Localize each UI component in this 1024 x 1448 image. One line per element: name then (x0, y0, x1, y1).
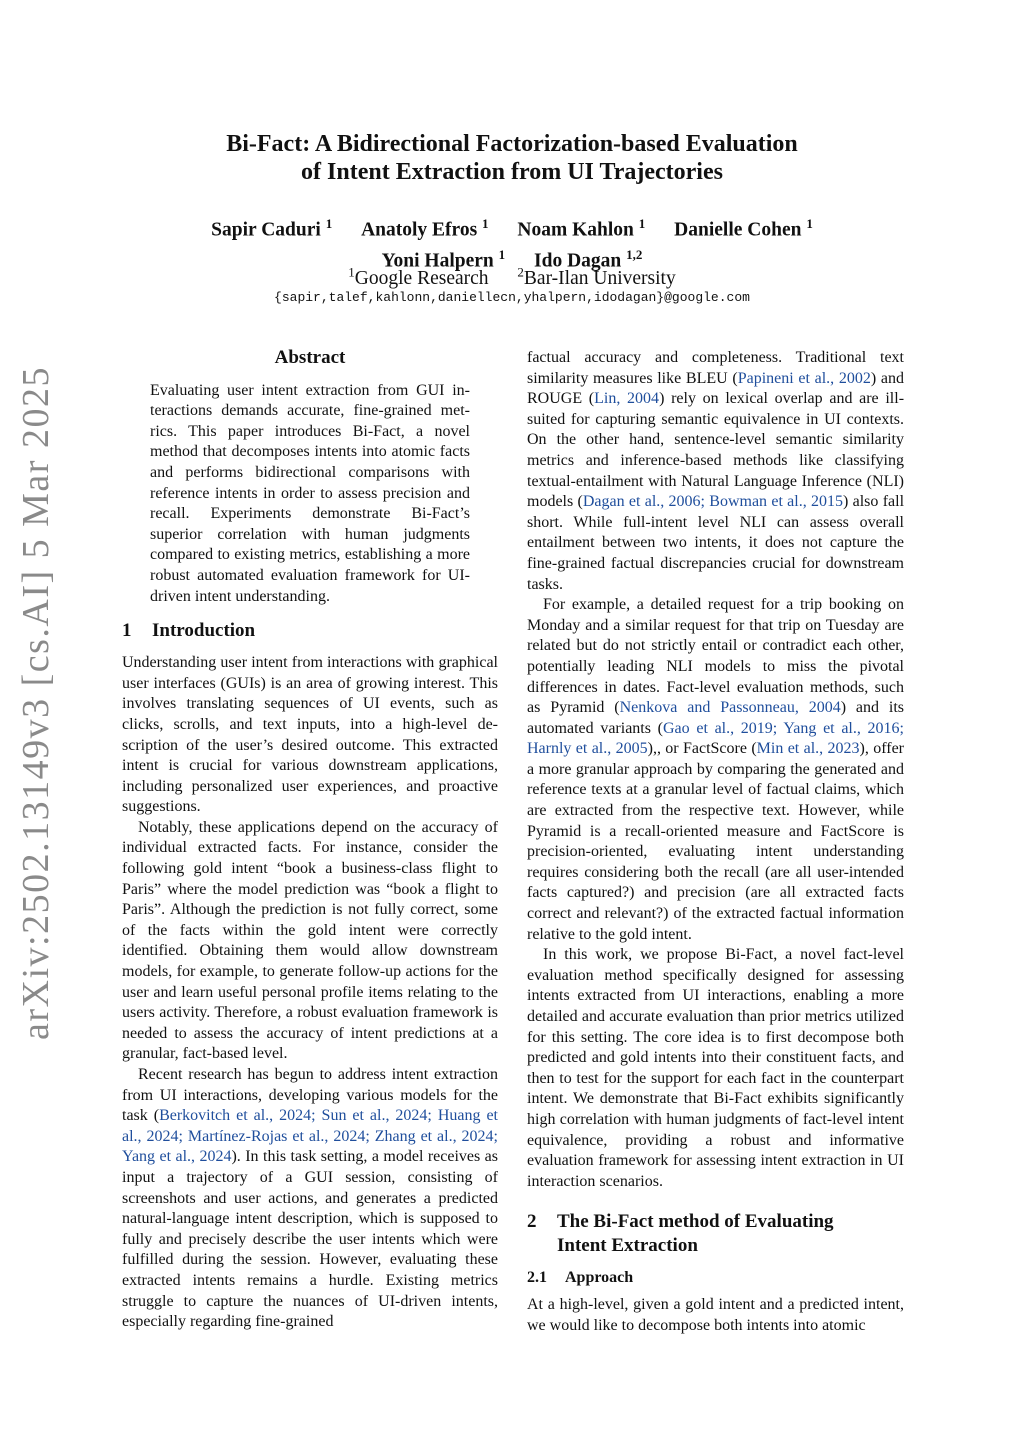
citation-link[interactable]: Dagan et al., 2006; Bowman et al., 2015 (582, 493, 844, 511)
citation-link[interactable]: Papineni et al., 2002 (737, 369, 871, 387)
intro-paragraph-2: Notably, these applications depend on the accuracy of individual extracted facts. For instance, consider the following gold intent “book a business-class flight to Paris” where the model prediction was “book a flight to Paris”. Although the prediction is not fully correct, some of the facts within the gold intent were correctly identified. Obtaining them would allow downstream models, for example, to generate follow-up actions for the user and learn useful personal profile items relating to the users activity. Therefore, a robust evaluation framework is needed to assess the accuracy of intent predictions at a granular, fact-based level. (122, 818, 498, 1063)
title-line-2: of Intent Extraction from UI Trajectories (301, 159, 723, 185)
intro-paragraph-5: For example, a detailed request for a trip booking on Monday and a similar request for that trip on Tuesday are related but do not strictly entail or contradict each other, potentially leading NLI models to miss the pivotal differences in dates. Fact-level evaluation methods, such as Pyramid (Nenkova and Passonneau, 2004) and its automated variants (Gao et al., 2019; Yang et al., 2016; Harnly et al., 2005),, or FactScore (Min et al., 2023), offer a more granular approach by comparing the generated and reference texts at a granular level of factual claims, which are extracted from the respective text. However, while Pyramid is a recall-oriented measure and FactScore is precision-oriented, evaluating intent understanding requires considering both the recall (are all user-intended facts captured?) and precision (are all extracted facts correct and relevant?) of the extracted factual information relative to the gold intent. (527, 596, 905, 943)
approach-paragraph-1: At a high-level, given a gold intent and a predicted intent, we would like to decompose both intents into atomic (527, 1295, 904, 1334)
affiliations (112, 260, 912, 291)
citation-link[interactable]: Gao et al., 2019; Yang et al., 2016; Harnly et al., 2005 (527, 719, 904, 758)
citation-link[interactable]: Min et al., 2023 (756, 740, 860, 758)
author-emails: {sapir,talef,kahlonn,daniellecn,yhalpern,idodagan}@google.com (274, 290, 750, 305)
citation-link[interactable]: Lin, 2004 (594, 390, 660, 408)
subsection-heading-approach: 2.1 Approach (527, 1269, 634, 1287)
author: Danielle Cohen $^1$ (674, 216, 813, 241)
affiliation: $^2$Bar-Ilan University (517, 264, 676, 289)
left-column (122, 345, 498, 1333)
author: Sapir Caduri $^1$ (211, 216, 333, 241)
author: Noam Kahlon $^1$ (517, 216, 646, 241)
section-heading-method: 2 The Bi-Fact method of Evaluating Intent Extraction (527, 1211, 834, 1257)
section-heading-introduction: 1 Introduction (122, 620, 256, 642)
arxiv-identifier: arXiv:2502.13149v3 [cs.AI] 5 Mar 2025 (15, 366, 57, 1040)
abstract-text: Evaluating user intent extraction from GUI interactions demands accurate, fine-grained metrics. This paper introduces Bi-Fact, a novel method that decomposes intents into atomic facts and performs bidirectional comparisons with reference intents in order to assess precision and recall. Experiments demonstrate Bi-Fact’s superior correlation with human judgments compared to existing metrics, establishing a more robust automated evaluation framework for UI-driven intent understanding. (150, 381, 470, 605)
title-line-1: Bi-Fact: A Bidirectional Factorization-based Evaluation (226, 131, 798, 157)
intro-paragraph-3: Recent research has begun to address intent extraction from UI interactions, developing various models for the task (Berkovitch et al., 2024; Sun et al., 2024; Huang et al., 2024; Martínez-Rojas et al., 2024; Zhang et al., 2024; Yang et al., 2024). In this task setting, a model receives as input a trajectory of a GUI session, consisting of screenshots and user actions, and generates a predicted natural-language intent description, which is supposed to fully and precisely describe the user intents which were fulfilled during the session. However, evaluating these extracted intents remains a hurdle. Existing metrics struggle to capture the nuances of UI-driven intents, especially regarding fine-grained (122, 1066, 498, 1331)
citation-link[interactable]: Nenkova and Passonneau, 2004 (619, 699, 841, 717)
intro-paragraph-4: factual accuracy and completeness. Traditional text similarity measures like BLEU (Papineni et al., 2002) and ROUGE (Lin, 2004) rely on lexical overlap and are ill-suited for capturing semantic equivalence in UI contexts. On the other hand, sentence-level semantic similarity metrics and inference-based methods like classifying textual-entailment with Natural Language Inference (NLI) models (Dagan et al., 2006; Bowman et al., 2015) also fall short. While full-intent level NLI can assess overall entailment between two intents, it does not capture the fine-grained factual discrepancies crucial for downstream tasks. (527, 349, 905, 593)
author: Anatoly Efros $^1$ (361, 216, 489, 241)
intro-paragraph-1: Understanding user intent from interactions with graphical user interfaces (GUIs) is an area of growing interest. This involves translating sequences of UI events, such as clicks, scrolls, and text inputs, into a high-level description of the user’s desired outcome. This extracted intent is crucial for various downstream applications, including personalized user experiences, and proactive suggestions. (122, 654, 498, 816)
affiliation: $^1$Google Research (348, 264, 489, 289)
right-column (527, 348, 904, 1336)
paper-title (112, 130, 912, 186)
intro-paragraph-6: In this work, we propose Bi-Fact, a novel fact-level evaluation method specifically designed for assessing intents extracted from UI interactions, enabling a more detailed and accurate evaluation than prior metrics utilized for this setting. The core idea is to first decompose both predicted and gold intents into their constituent facts, and then to test for the support for each fact in the counterpart intent. We demonstrate that Bi-Fact exhibits significantly high correlation with human judgments of fact-level intent equivalence, providing a robust and informative evaluation framework for assessing intent extraction in UI interaction scenarios. (527, 946, 904, 1190)
citation-link[interactable]: Berkovitch et al., 2024; Sun et al., 2024; Huang et al., 2024; Martínez-Rojas et al., 2024; Zhang et al., 2024; Yang et al., 2024 (122, 1107, 498, 1166)
author: Ido Dagan $^{1,2}$ (534, 246, 643, 271)
abstract-heading: Abstract (274, 347, 346, 368)
author: Yoni Halpern $^1$ (381, 246, 506, 271)
